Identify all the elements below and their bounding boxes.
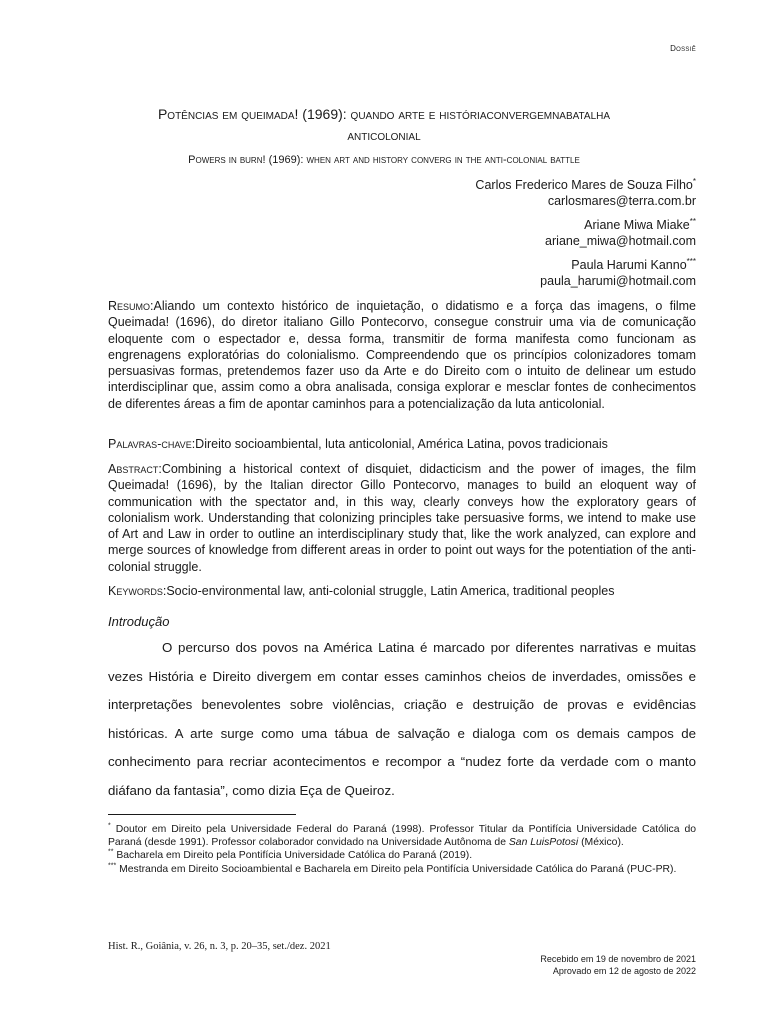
received-date: Recebido em 19 de novembro de 2021 [540,954,696,964]
author-name: Ariane Miwa Miake [584,218,690,232]
footnote-text: Bacharela em Direito pela Pontifícia Universidade Católica do Paraná (2019). [113,850,473,862]
author-mark: *** [686,256,696,266]
introducao-heading: Introdução [108,614,170,629]
journal-citation: Hist. R., Goiânia, v. 26, n. 3, p. 20–35, set./dez. 2021 [108,941,331,952]
footnote-2 [108,849,696,862]
footnote-3 [108,863,696,876]
author-email[interactable]: carlosmares@terra.com.br [547,194,696,208]
footnote-mark: * [108,822,111,830]
resumo-text: Aliando um contexto histórico de inquietação, o didatismo e a força das imagens, o filme Queimada! (1696), do diretor italiano Gillo Pontecorvo, consegue construir uma via de comunicação eloquente com o espectador e, dessa forma, transmitir de forma manifesta como funcionam as engrenagens exploratórias do colonialismo. Compreendendo que os princípios colonizadores tomam persuasivas formas, pretendemos fazer uso da Arte e do Direito com o intuito de delinear um estudo interdisciplinar que, assim como a obra analisada, consiga explorar e mesclar fontes de conhecimentos de diferentes áreas a fim de apontar caminhos para a potencialização da luta anticolonial. [108,299,696,411]
palavras-chave-paragraph [108,436,696,452]
footnote-text: Doutor em Direito pela Universidade Federal do Paraná (1998). Professor Titular da Pontifícia Universidade Católica do Paraná (desde 1991). Professor colaborador convidado na Universidade Autônoma de [108,824,696,849]
author-1 [336,177,696,209]
author-name: Paula Harumi Kanno [571,258,687,272]
section-label: Dossiê [670,44,696,53]
author-name: Carlos Frederico Mares de Souza Filho [475,178,693,192]
footnote-text: Mestranda em Direito Socioambiental e Bacharela em Direito pela Pontifícia Universidade Católica do Paraná (PUC-PR). [116,863,677,875]
palavras-chave-text: Direito socioambiental, luta anticolonial, América Latina, povos tradicionais [195,437,608,451]
title-line-1: Potências em queimada! (1969): quando arte e históriaconvergemnabatalha [157,106,611,122]
footnote-italic: San LuisPotosi [508,837,579,849]
author-mark: ** [689,216,696,226]
introducao-text: O percurso dos povos na América Latina é marcado por diferentes narrativas e muitas vezes História e Direito divergem em contar esses caminhos cheios de inverdades, omissões e interpretações benevolentes sobre violências, criação e destruição de provas e evidências históricas. A arte surge como uma tábua de salvação e dialoga com os demais campos de conhecimento para recriar acontecimentos e recompor a “nudez forte da verdade com o manto diáfano da fantasia”, como dizia Eça de Queiroz. [108,640,696,798]
author-2 [336,217,696,249]
author-list [336,177,696,297]
title-english: Powers in burn! (1969): when art and history converg in the anti-colonial battle [188,154,580,166]
title-line-2: anticolonial [347,127,421,143]
footnote-mark: ** [108,848,114,856]
approved-date: Aprovado em 12 de agosto de 2022 [552,966,696,976]
palavras-chave-label: Palavras-chave: [108,437,196,451]
author-mark: * [692,176,696,186]
keywords-paragraph [108,583,696,599]
footnote-divider [108,814,296,815]
abstract-paragraph [108,461,696,575]
abstract-text: Combining a historical context of disquiet, didacticism and the power of images, the film Queimada! (1696), by the Italian director Gillo Pontecorvo, manages to build an eloquent way of communication with the spectator and, in this way, clearly conveys how the exploratory gears of colonialism work. Understanding that colonizing principles take persuasive forms, we intend to make use of Art and Law in order to outline an interdisciplinary study that, like the work analyzed, can explore and merge sources of knowledge from different areas in order to point out ways for the potentiation of the anti-colonial struggle. [108,462,696,574]
resumo-paragraph [108,298,696,412]
footnote-text-after: (México). [578,837,624,849]
introducao-paragraph [108,634,696,805]
author-3 [336,257,696,289]
author-email[interactable]: ariane_miwa@hotmail.com [545,234,696,248]
footnote-mark: *** [108,862,117,870]
title-portuguese [80,104,688,146]
submission-dates [540,953,696,977]
footnote-1 [108,823,696,849]
keywords-label: Keywords: [108,584,167,598]
resumo-label: Resumo: [108,299,154,313]
footnotes [108,823,696,876]
abstract-label: Abstract: [108,462,162,476]
keywords-text: Socio-environmental law, anti-colonial struggle, Latin America, traditional peoples [166,584,615,598]
author-email[interactable]: paula_harumi@hotmail.com [540,274,696,288]
